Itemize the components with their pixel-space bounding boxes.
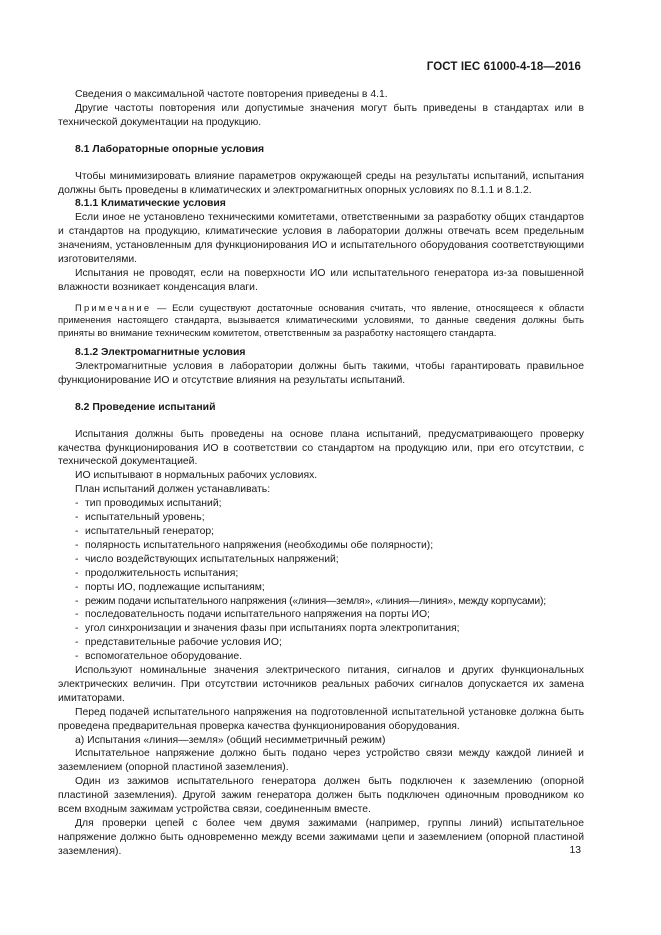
list-item: - порты ИО, подлежащие испытаниям;: [75, 581, 265, 593]
section-heading-8-1: 8.1 Лабораторные опорные условия: [75, 143, 265, 155]
section-8-2-paragraph: Испытания должны быть проведены на основе плана испытаний, предусматривающего проверку качества функционирования ИО в соответствии со стандартом на продукцию или, при его отсутствии, с технической документацией.: [58, 428, 584, 468]
section-8-2-paragraph: ИО испытывают в нормальных рабочих условиях.: [75, 470, 318, 482]
list-item: - испытательный уровень;: [75, 512, 205, 524]
list-item: - последовательность подачи испытательного напряжения на порты ИО;: [75, 609, 430, 621]
section-8-2-paragraph: Для проверки цепей с более чем двумя зажимами (например, группы линий) испытательное напряжение должно быть одновременно между всеми зажимами цепи и заземлением (опорной пластиной заземления).: [58, 818, 584, 857]
section-8-1-2-paragraph: Электромагнитные условия в лаборатории должны быть такими, чтобы гарантировать правильное функционирование ИО и отсутствие влияния на результаты испытаний.: [58, 360, 584, 386]
section-heading-8-1-1: 8.1.1 Климатические условия: [75, 198, 226, 210]
section-heading-8-1-2: 8.1.2 Электромагнитные условия: [75, 347, 246, 358]
subsection-a-title: а) Испытания «линия—земля» (общий несимметричный режим): [75, 734, 386, 746]
page-number: 13: [569, 845, 581, 856]
section-8-2-paragraph: Испытательное напряжение должно быть подано через устройство связи между каждой линией и заземлением (опорной пластиной заземления).: [58, 748, 584, 774]
note-label: Примечание: [75, 301, 152, 313]
section-8-2-paragraph: Используют номинальные значения электрического питания, сигналов и других функциональных электрических величин. При отсутствии источников реальных рабочих сигналов допускается их замена имитаторами.: [58, 665, 584, 704]
test-plan-list: [58, 497, 584, 664]
list-item: - испытательный генератор;: [75, 525, 215, 537]
standard-header: ГОСТ IEC 61000-4-18—2016: [426, 61, 581, 73]
list-item: - представительные рабочие условия ИО;: [75, 637, 282, 649]
list-item: - число воздействующих испытательных напряжений;: [75, 553, 339, 565]
list-item: - тип проводимых испытаний;: [75, 498, 222, 510]
list-item: - вспомогательное оборудование.: [75, 651, 243, 663]
list-item: - полярность испытательного напряжения (необходимы обе полярности);: [75, 539, 434, 551]
page-content: [58, 88, 584, 859]
note-text: — Если существуют достаточные основания считать, что явление, относящееся к области применения настоящего стандарта, вызывается климатическими условиями, то данные сведения должны быть приняты во внимание техническим комитетом, ответственным за разработку настоящего стандарта.: [58, 301, 584, 338]
section-8-1-1-paragraph: Если иное не установлено техническими комитетами, ответственными за разработку общих стандартов и стандартов на продукцию, климатические условия в лаборатории должны отвечать всем предельным значениям, установленным для функционирования ИО и испытательного оборудования соответствующими изготовителями.: [58, 212, 584, 266]
list-item: - продолжительность испытания;: [75, 567, 239, 579]
section-8-1-paragraph: Чтобы минимизировать влияние параметров окружающей среды на результаты испытаний, испытания должны быть проведены в климатических и электромагнитных опорных условиях по 8.1.1 и 8.1.2.: [58, 170, 584, 196]
intro-paragraph: Другие частоты повторения или допустимые значения могут быть приведены в стандартах или в технической документации на продукцию.: [58, 102, 584, 128]
section-8-2-paragraph: План испытаний должен устанавливать:: [75, 484, 271, 496]
section-8-2-paragraph: Один из зажимов испытательного генератора должен быть подключен к заземлению (опорной пластиной заземления). Другой зажим генератора должен быть подключен одиночным проводником ко всем входным зажимам устройства связи, соединенным вместе.: [58, 776, 584, 816]
list-item: - угол синхронизации и значения фазы при испытаниях порта электропитания;: [75, 623, 460, 635]
section-8-2-paragraph: Перед подачей испытательного напряжения на подготовленной испытательной установке должна быть проведена предварительная проверка качества функционирования оборудования.: [58, 706, 584, 732]
section-heading-8-2: 8.2 Проведение испытаний: [75, 401, 216, 413]
intro-paragraph: Сведения о максимальной частоте повторения приведены в 4.1.: [75, 89, 388, 100]
section-8-1-1-paragraph: Испытания не проводят, если на поверхности ИО или испытательного генератора из-за повышенной влажности возникает конденсация влаги.: [58, 267, 584, 293]
note-block: [58, 302, 584, 339]
list-item: - режим подачи испытательного напряжения («линия—земля», «линия—линия», между корпусами);: [75, 595, 546, 607]
